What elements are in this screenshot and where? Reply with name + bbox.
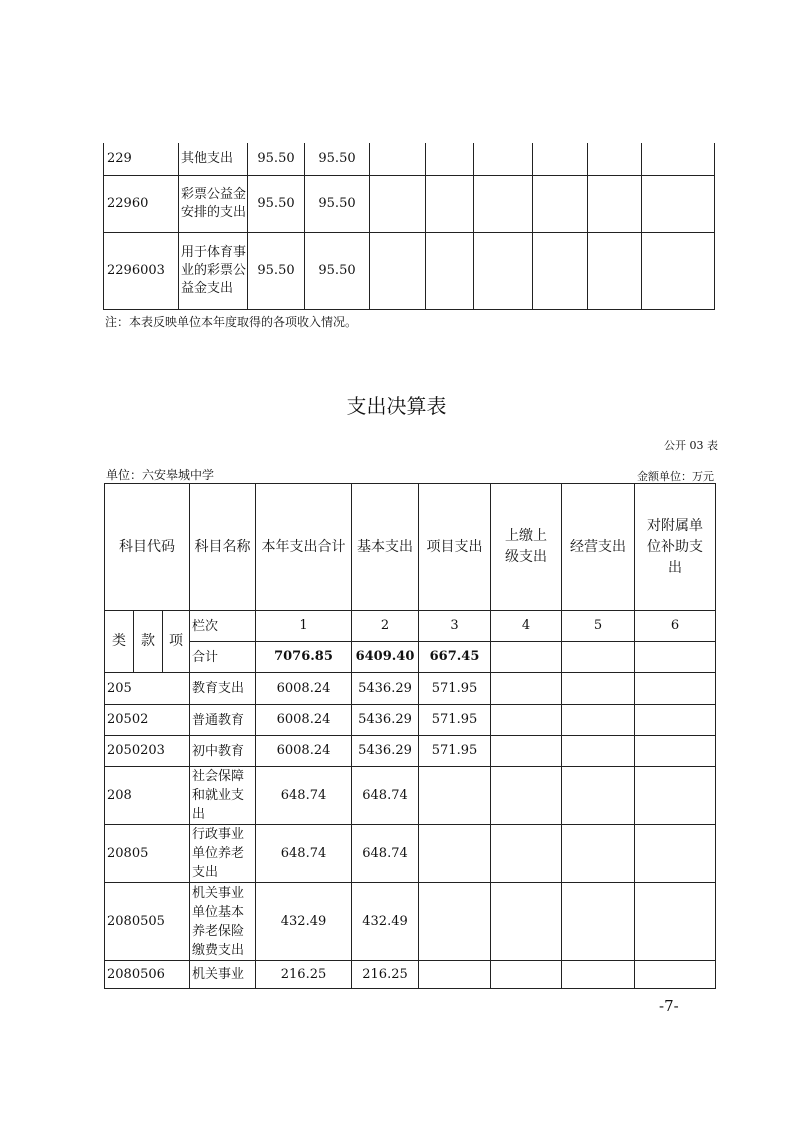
header-lei: 类 bbox=[105, 611, 134, 673]
row-basic: 5436.29 bbox=[352, 673, 419, 705]
row-total: 6008.24 bbox=[256, 705, 352, 736]
row-basic: 648.74 bbox=[352, 767, 419, 825]
header-xiang: 项 bbox=[163, 611, 190, 673]
row-name: 初中教育 bbox=[190, 736, 256, 767]
totals-label: 合计 bbox=[190, 642, 256, 673]
row-name: 彩票公益金安排的支出 bbox=[179, 175, 248, 232]
page-title: 支出决算表 bbox=[346, 394, 447, 418]
row-fiscal: 95.50 bbox=[305, 232, 370, 309]
row-basic: 216.25 bbox=[352, 961, 419, 989]
table-row bbox=[104, 232, 715, 309]
row-project: 571.95 bbox=[419, 705, 491, 736]
row-total: 216.25 bbox=[256, 961, 352, 989]
row-project: 571.95 bbox=[419, 673, 491, 705]
row-project bbox=[419, 767, 491, 825]
col-number: 6 bbox=[635, 611, 716, 642]
header-name: 科目名称 bbox=[190, 484, 256, 611]
row-project bbox=[419, 883, 491, 961]
row-code: 2296003 bbox=[104, 232, 179, 309]
row-project bbox=[419, 825, 491, 883]
header-kuan: 款 bbox=[134, 611, 163, 673]
table-note: 注：本表反映单位本年度取得的各项收入情况。 bbox=[105, 315, 358, 329]
row-total: 95.50 bbox=[248, 232, 305, 309]
table-row bbox=[105, 825, 716, 883]
row-total: 648.74 bbox=[256, 767, 352, 825]
income-table bbox=[103, 143, 715, 310]
header-subsidy: 对附属单位补助支出 bbox=[635, 484, 716, 611]
row-name: 机关事业 bbox=[190, 961, 256, 989]
totals-total: 7076.85 bbox=[256, 642, 352, 673]
row-total: 95.50 bbox=[248, 175, 305, 232]
col-number: 1 bbox=[256, 611, 352, 642]
row-project: 571.95 bbox=[419, 736, 491, 767]
header-upper: 上缴上级支出 bbox=[491, 484, 562, 611]
row-total: 648.74 bbox=[256, 825, 352, 883]
row-name: 教育支出 bbox=[190, 673, 256, 705]
column-number-row bbox=[105, 611, 716, 642]
row-basic: 432.49 bbox=[352, 883, 419, 961]
col-number: 5 bbox=[562, 611, 635, 642]
row-code: 2080506 bbox=[105, 961, 190, 989]
row-fiscal: 95.50 bbox=[305, 143, 370, 175]
header-project: 项目支出 bbox=[419, 484, 491, 611]
row-code: 2080505 bbox=[105, 883, 190, 961]
row-name: 用于体育事业的彩票公益金支出 bbox=[179, 232, 248, 309]
row-name: 社会保障和就业支出 bbox=[190, 767, 256, 825]
row-name: 行政事业单位养老支出 bbox=[190, 825, 256, 883]
table-row bbox=[105, 767, 716, 825]
page-number: -7- bbox=[659, 997, 679, 1015]
table-row bbox=[104, 143, 715, 175]
row-project bbox=[419, 961, 491, 989]
money-unit-label: 金额单位：万元 bbox=[637, 470, 714, 483]
totals-row bbox=[105, 642, 716, 673]
col-number: 4 bbox=[491, 611, 562, 642]
col-number: 3 bbox=[419, 611, 491, 642]
expenditure-table bbox=[104, 483, 716, 989]
row-basic: 5436.29 bbox=[352, 705, 419, 736]
totals-basic: 6409.40 bbox=[352, 642, 419, 673]
table-row bbox=[105, 961, 716, 989]
row-code: 20502 bbox=[105, 705, 190, 736]
row-basic: 5436.29 bbox=[352, 736, 419, 767]
table-row bbox=[105, 705, 716, 736]
header-row bbox=[105, 484, 716, 611]
row-total: 6008.24 bbox=[256, 736, 352, 767]
row-name: 普通教育 bbox=[190, 705, 256, 736]
table-row bbox=[104, 175, 715, 232]
row-total: 6008.24 bbox=[256, 673, 352, 705]
form-number: 公开 03 表 bbox=[664, 439, 718, 452]
row-code: 229 bbox=[104, 143, 179, 175]
col-number: 2 bbox=[352, 611, 419, 642]
row-basic: 648.74 bbox=[352, 825, 419, 883]
row-code: 205 bbox=[105, 673, 190, 705]
header-code: 科目代码 bbox=[105, 484, 190, 611]
row-code: 208 bbox=[105, 767, 190, 825]
table-row bbox=[105, 736, 716, 767]
row-total: 95.50 bbox=[248, 143, 305, 175]
row-code: 22960 bbox=[104, 175, 179, 232]
header-basic: 基本支出 bbox=[352, 484, 419, 611]
row-name: 其他支出 bbox=[179, 143, 248, 175]
table-row bbox=[105, 883, 716, 961]
totals-project: 667.45 bbox=[419, 642, 491, 673]
row-code: 20805 bbox=[105, 825, 190, 883]
lanci-label: 栏次 bbox=[190, 611, 256, 642]
row-fiscal: 95.50 bbox=[305, 175, 370, 232]
table-row bbox=[105, 673, 716, 705]
unit-label: 单位：六安皋城中学 bbox=[106, 468, 215, 482]
row-code: 2050203 bbox=[105, 736, 190, 767]
row-total: 432.49 bbox=[256, 883, 352, 961]
header-business: 经营支出 bbox=[562, 484, 635, 611]
row-name: 机关事业单位基本养老保险缴费支出 bbox=[190, 883, 256, 961]
header-total: 本年支出合计 bbox=[256, 484, 352, 611]
